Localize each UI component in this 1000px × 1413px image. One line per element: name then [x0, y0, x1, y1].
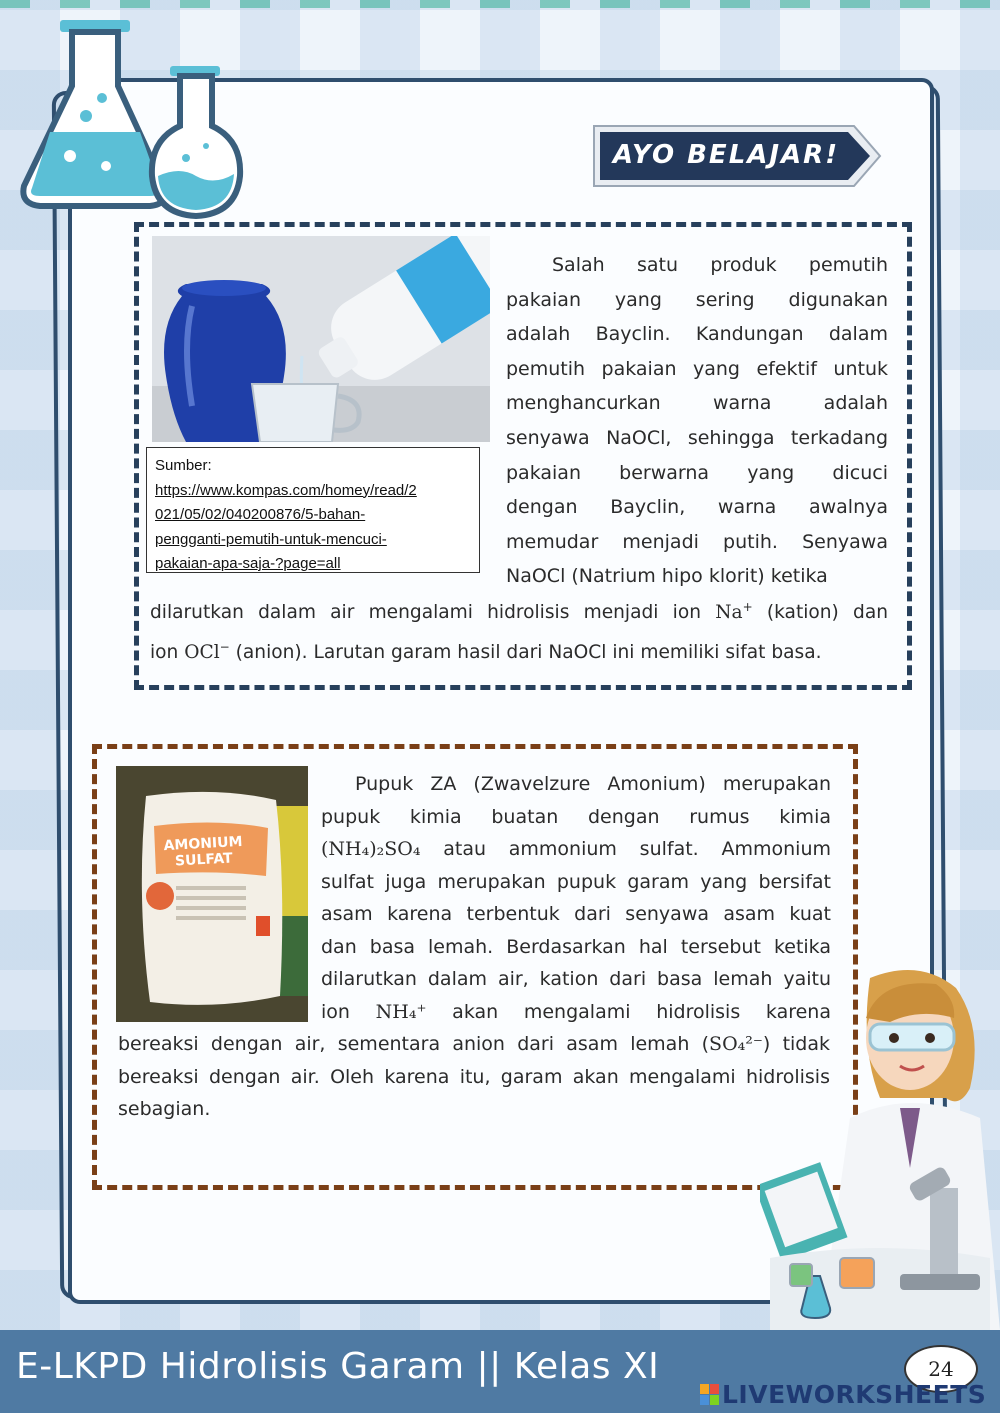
section-banner [592, 124, 880, 186]
source-link-line-1[interactable]: https://www.kompas.com/homey/read/2 [155, 481, 417, 499]
fertilizer-line-5: asam karena terbentuk dari senyawa asam kuat [321, 903, 831, 925]
bleach-paragraph-bottom [150, 590, 888, 670]
image-source-caption [146, 447, 480, 573]
bleach-bottom-line-2: ion OCl− (anion). Larutan garam hasil dari NaOCl ini memiliki sifat basa. [150, 640, 822, 664]
bleach-line-4: pemutih pakaian yang efektif untuk [506, 357, 888, 380]
fertilizer-bottom-line-2: bereaksi dengan air. Oleh karena itu, garam akan mengalami hidrolisis [118, 1065, 830, 1088]
bleach-line-5: menghancurkan warna adalah [506, 392, 888, 415]
banner-title: AYO BELAJAR! [612, 140, 840, 170]
bleach-line-1: Salah satu produk pemutih [552, 254, 888, 276]
fertilizer-line-2: pupuk kimia buatan dengan rumus kimia [321, 805, 831, 828]
bag-label: AMONIUM SULFAT [163, 833, 243, 870]
ion-sulfate: SO₄²⁻ [709, 1033, 763, 1055]
source-link-line-2[interactable]: 021/05/02/040200876/5-bahan- [155, 506, 366, 523]
bleach-line-2: pakaian yang sering digunakan [506, 288, 888, 311]
bleach-line-6: senyawa NaOCl, sehingga terkadang [506, 426, 888, 449]
caption-label: Sumber: [155, 457, 212, 474]
fertilizer-line-3: (NH₄)₂SO₄ atau ammonium sulfat. Ammonium [321, 838, 831, 860]
fertilizer-line-6: dan basa lemah. Berdasarkan hal tersebut ketika [321, 935, 831, 958]
bleach-photo [152, 236, 490, 442]
footer-title: E-LKPD Hidrolisis Garam || Kelas XI [16, 1346, 660, 1387]
bleach-bottom-line-1: dilarutkan dalam air mengalami hidrolisis menjadi ion Na+ (kation) dan [150, 600, 888, 624]
bleach-line-8: dengan Bayclin, warna awalnya [506, 496, 888, 519]
source-link-line-3[interactable]: pengganti-pemutih-untuk-mencuci- [155, 530, 387, 548]
top-border-decoration [0, 0, 1000, 8]
fertilizer-bottom-line-3: sebagian. [118, 1098, 211, 1120]
fertilizer-line-1: Pupuk ZA (Zwavelzure Amonium) merupakan [355, 773, 831, 795]
fertilizer-bottom-line-1: bereaksi dengan air, sementara anion dari asam lemah (SO₄²⁻) tidak [118, 1033, 831, 1055]
scientist-illustration [760, 958, 1000, 1330]
fertilizer-bag-photo [116, 766, 308, 1022]
liveworksheets-watermark[interactable]: LIVEWORKSHEETS [722, 1380, 987, 1409]
page-number: 24 [904, 1345, 978, 1393]
fertilizer-line-4: sulfat juga merupakan pupuk garam yang bersifat [321, 870, 831, 893]
fertilizer-line-7: dilarutkan dalam air, kation dari basa lemah yaitu [321, 968, 831, 990]
fertilizer-paragraph-right [321, 768, 831, 1028]
bleach-line-10: NaOCl (Natrium hipo klorit) ketika [506, 565, 828, 588]
bleach-paragraph-right [506, 248, 888, 594]
bleach-line-7: pakaian berwarna yang dicuci [506, 461, 888, 484]
bleach-line-9: memudar menjadi putih. Senyawa [506, 530, 888, 553]
source-link-line-4[interactable]: pakaian-apa-saja-?page=all [155, 555, 341, 572]
flask-illustration [10, 16, 250, 220]
ion-ammonium: NH₄⁺ [375, 1000, 427, 1023]
erlenmeyer-flask-icon [23, 20, 165, 206]
bleach-line-3: adalah Bayclin. Kandungan dalam [506, 323, 888, 346]
formula-ammonium-sulfate: (NH₄)₂SO₄ [321, 838, 421, 860]
fertilizer-line-8: ion NH₄⁺ akan mengalami hidrolisis karena [321, 1000, 831, 1023]
round-flask-icon [152, 66, 240, 216]
fertilizer-paragraph-bottom [118, 1028, 830, 1126]
liveworksheets-logo-icon [700, 1384, 720, 1406]
